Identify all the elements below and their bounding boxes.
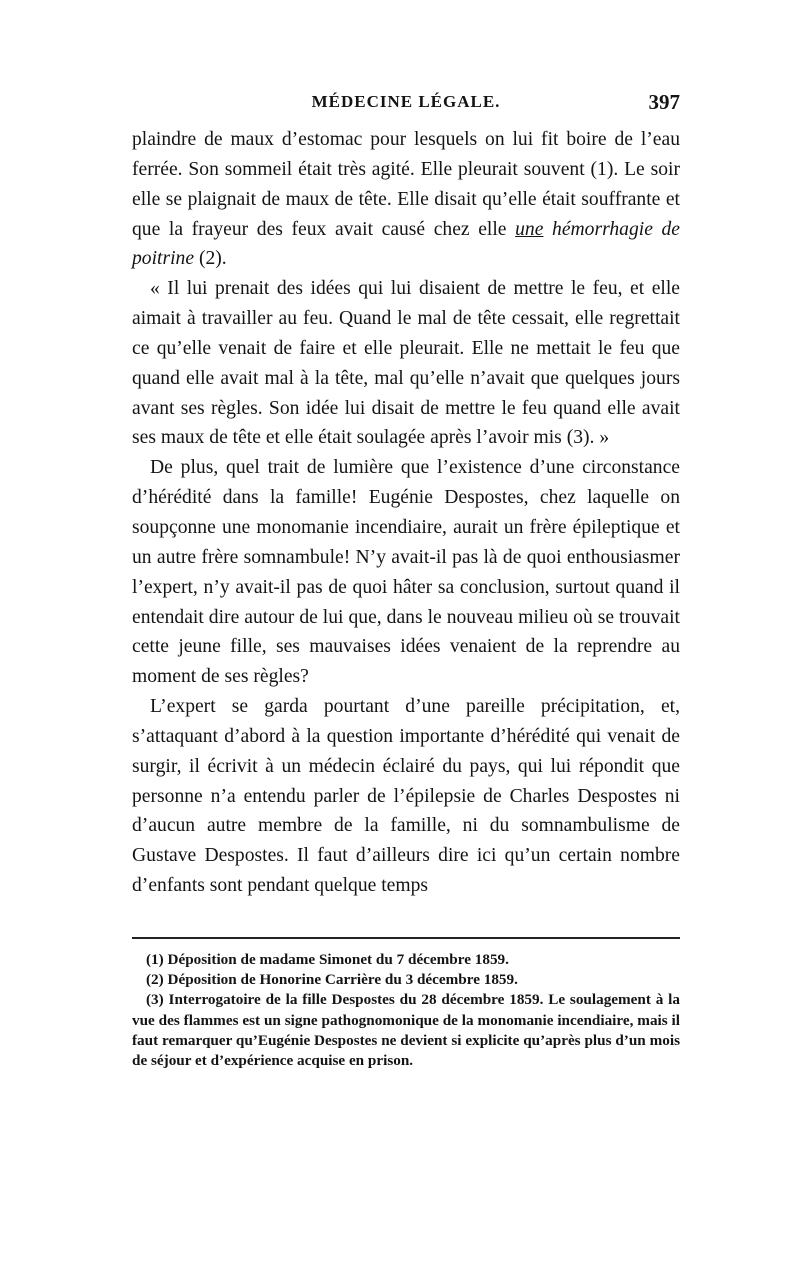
- running-title: MÉDECINE LÉGALE.: [311, 92, 501, 111]
- paragraph-3: De plus, quel trait de lumière que l’existence d’une circonstance d’hérédité dans la famille! Eugénie Despostes, chez laquelle on soupçonne une monomanie incendiaire, aurait un frère épileptique et un autre frère somnambule! N’y avait-il pas là de quoi enthousiasmer l’expert, n’y avait-il pas de quoi hâter sa conclusion, surtout quand il entendait dire autour de lui que, dans le nouveau milieu où se trouvait cette jeune fille, ses mauvaises idées venaient de la reprendre au moment de ses règles?: [132, 457, 680, 688]
- paragraph-1-text-b: (2).: [194, 248, 227, 270]
- italic-phrase: hémorrhagie de poitrine: [132, 218, 680, 270]
- footnote-3: (3) Interrogatoire de la fille Despostes du 28 décembre 1859. Le soulagement à la vue des flammes est un signe pathognomonique de la monomanie incendiaire, mais il faut remarquer qu’Eugénie Despostes ne devient si explicite qu’après plus d’un mois de séjour et d’expérience acquise en prison.: [132, 991, 680, 1070]
- footnote-rule: [132, 937, 680, 939]
- paragraph-4: L’expert se garda pourtant d’une pareille précipitation, et, s’attaquant d’abord à la question importante d’hérédité qui venait de surgir, il écrivit à un médecin éclairé du pays, qui lui répondit que personne n’a entendu parler de l’épilepsie de Charles Despostes ni d’aucun autre membre de la famille, ni du somnambulisme de Gustave Despostes. Il faut d’ailleurs dire ici qu’un certain nombre d’enfants sont pendant quelque temps: [132, 696, 680, 897]
- footnote-1: (1) Déposition de madame Simonet du 7 décembre 1859.: [146, 951, 509, 968]
- footnote-2: (2) Déposition de Honorine Carrière du 3 décembre 1859.: [146, 971, 518, 989]
- paragraph-1-text-a: plaindre de maux d’estomac pour lesquels on lui fit boire de l’eau ferrée. Son sommeil était très agité. Elle pleurait souvent (1). Le soir elle se plaignait de maux de tête. Elle disait qu’elle était souffrante et que la frayeur des feux avait causé chez elle: [132, 129, 680, 240]
- page-number: 397: [648, 90, 680, 114]
- paragraph-2-quote: « Il lui prenait des idées qui lui disaient de mettre le feu, et elle aimait à travailler au feu. Quand le mal de tête cessait, elle regrettait ce qu’elle venait de faire et elle pleurait. Elle ne mettait le feu que quand elle avait mal à la tête, mal qu’elle n’avait que quelques jours avant ses règles. Son idée lui disait de mettre le feu quand elle avait ses maux de tête et elle était soulagée après l’avoir mis (3). »: [132, 278, 680, 449]
- paragraph-1: [132, 125, 680, 274]
- body-text: [132, 125, 680, 901]
- running-head: [132, 92, 680, 122]
- footnotes: [132, 950, 680, 1071]
- underlined-word: une: [515, 218, 544, 240]
